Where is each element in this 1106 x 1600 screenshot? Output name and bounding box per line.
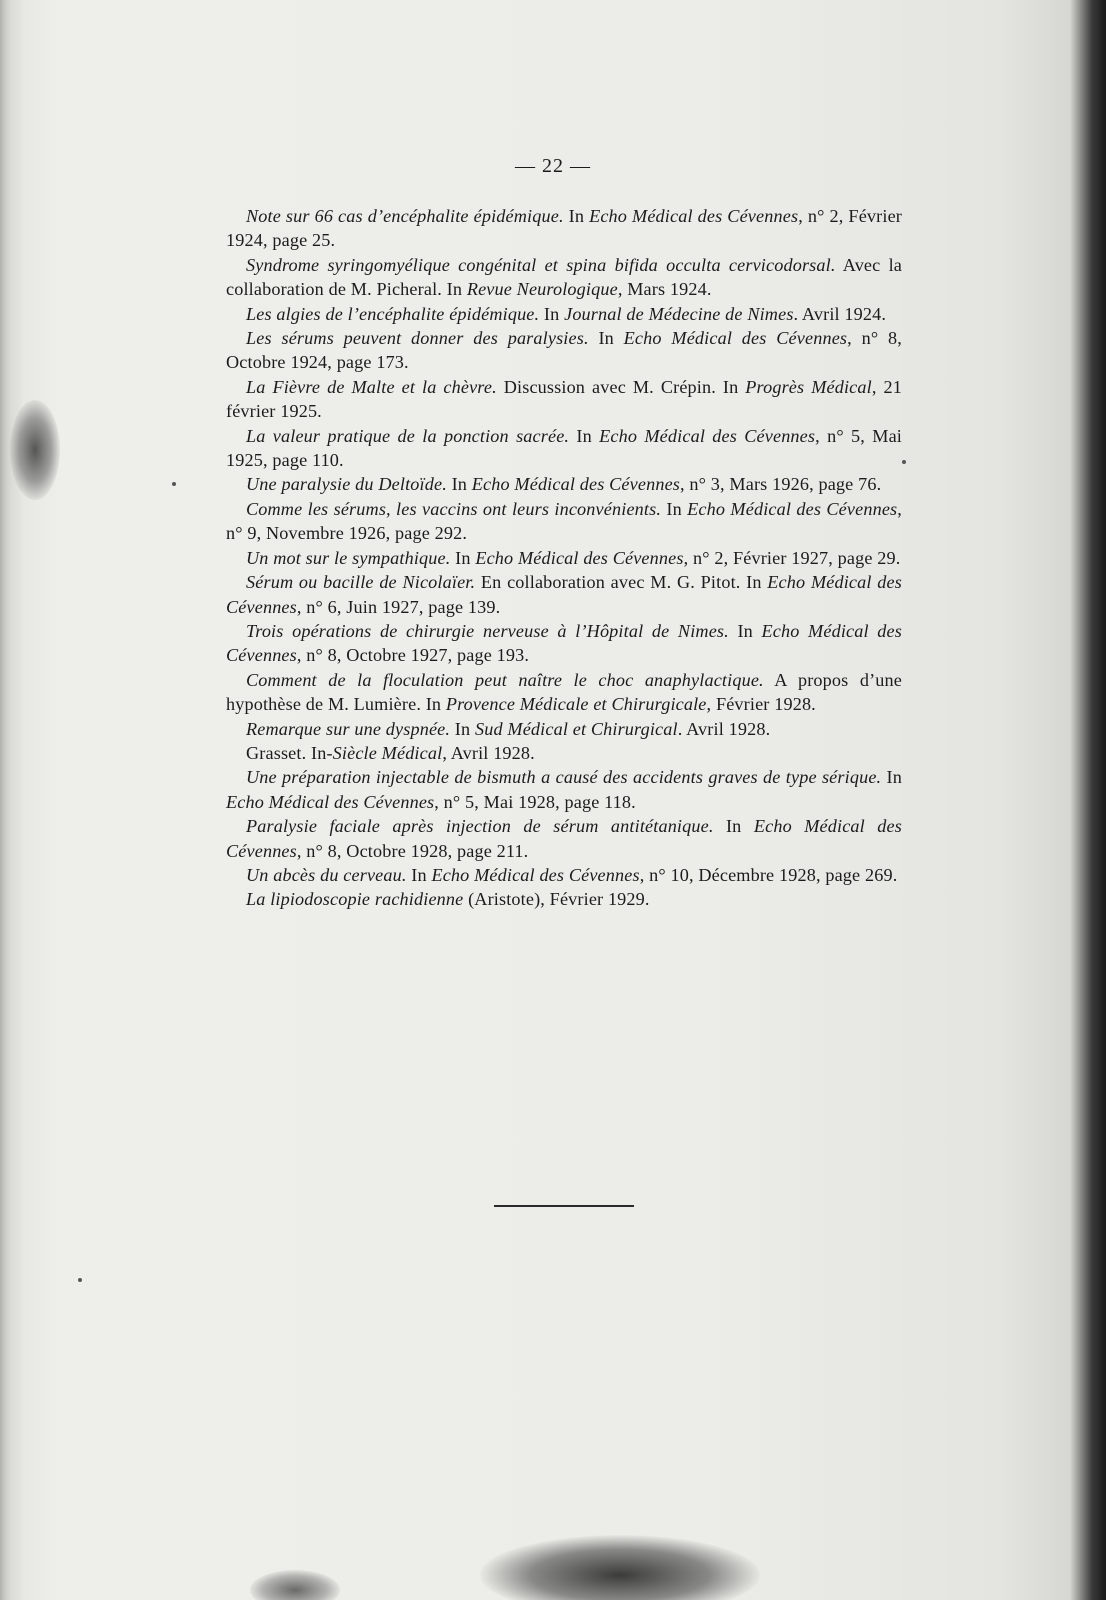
bibliography-entry: Un abcès du cerveau. In Echo Médical des Cévennes, n° 10, Décembre 1928, page 269.	[246, 864, 898, 885]
bibliography-entry: Paralysie faciale après injection de sérum antitétanique. In Echo Médical des Cévennes, n° 8, Octobre 1928, page 211.	[226, 816, 902, 861]
binding-edge	[0, 0, 22, 1600]
bibliography-entry: Grasset. In-Siècle Médical, Avril 1928.	[246, 742, 535, 763]
end-rule	[494, 1205, 634, 1207]
bibliography-entry: La valeur pratique de la ponction sacrée. In Echo Médical des Cévennes, n° 5, Mai 1925, page 110.	[226, 425, 902, 471]
bibliography-entry: Une paralysie du Deltoïde. In Echo Médical des Cévennes, n° 3, Mars 1926, page 76.	[246, 474, 882, 495]
bibliography-entry: Les sérums peuvent donner des paralysies. In Echo Médical des Cévennes, n° 8, Octobre 1924, page 173.	[226, 328, 902, 373]
page-number: — 22 —	[515, 155, 591, 177]
bibliography-entry: La lipiodoscopie rachidienne (Aristote), Février 1929.	[246, 889, 650, 910]
bibliography-entry: Les algies de l’encéphalite épidémique. In Journal de Médecine de Nimes. Avril 1924.	[246, 303, 887, 324]
ink-stain-bottom-left	[250, 1570, 340, 1600]
bibliography-entry: Sérum ou bacille de Nicolaïer. En collaboration avec M. G. Pitot. In Echo Médical des Cévennes, n° 6, Juin 1927, page 139.	[226, 572, 902, 617]
paper-speck	[78, 1278, 82, 1282]
paper-speck	[172, 482, 176, 486]
bibliography-entry: Trois opérations de chirurgie nerveuse à l’Hôpital de Nimes. In Echo Médical des Cévennes, n° 8, Octobre 1927, page 193.	[226, 620, 902, 666]
bibliography-entry: Remarque sur une dyspnée. In Sud Médical et Chirurgical. Avril 1928.	[246, 718, 771, 739]
bibliography-list	[226, 204, 902, 912]
bibliography-entry: Comme les sérums, les vaccins ont leurs inconvénients. In Echo Médical des Cévennes, n° 9, Novembre 1926, page 292.	[226, 498, 902, 544]
bibliography-entry: Note sur 66 cas d’encéphalite épidémique. In Echo Médical des Cévennes, n° 2, Février 1924, page 25.	[226, 206, 903, 251]
bibliography-entry: Comment de la floculation peut naître le choc anaphylactique. A propos d’une hypothèse de M. Lumière. In Provence Médicale et Chirurgicale, Février 1928.	[226, 669, 903, 715]
ink-stain-left	[10, 400, 60, 500]
bibliography-entry: Une préparation injectable de bismuth a causé des accidents graves de type sérique. In Echo Médical des Cévennes, n° 5, Mai 1928, page 118.	[226, 767, 902, 812]
ink-stain-bottom	[480, 1535, 760, 1600]
paper-speck	[902, 460, 906, 464]
bibliography-entry: Syndrome syringomyélique congénital et spina bifida occulta cervicodorsal. Avec la collaboration de M. Picheral. In Revue Neurologique, Mars 1924.	[226, 254, 903, 300]
bibliography-entry: La Fièvre de Malte et la chèvre. Discussion avec M. Crépin. In Progrès Médical, 21 février 1925.	[226, 376, 902, 422]
bibliography-entry: Un mot sur le sympathique. In Echo Médical des Cévennes, n° 2, Février 1927, page 29.	[246, 547, 901, 568]
